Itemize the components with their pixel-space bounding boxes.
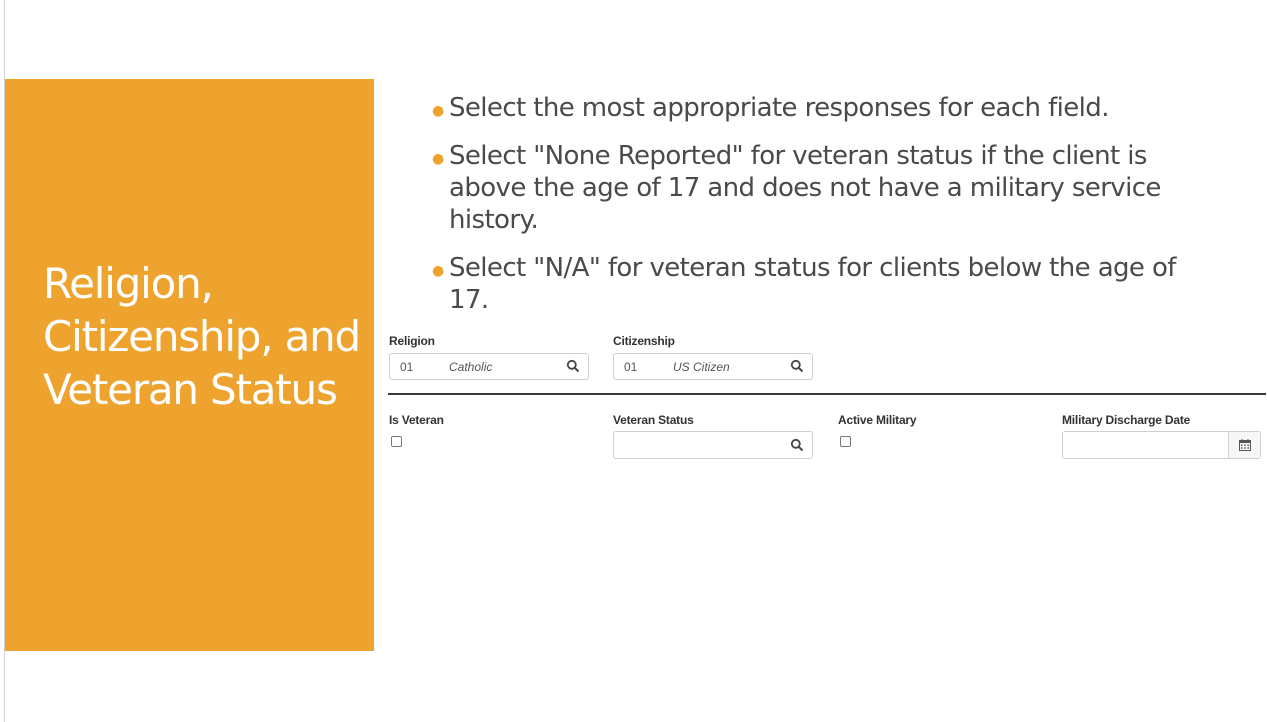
bullet-text: Select "N/A" for veteran status for clients below the age of 17. [449, 253, 1176, 315]
date-picker-button[interactable] [1228, 432, 1260, 458]
bullet-text: Select "None Reported" for veteran status if the client is above the age of 17 and does not have a military service history. [449, 141, 1161, 235]
bullet-item [430, 252, 1190, 316]
bullet-text: Select the most appropriate responses for each field. [449, 93, 1109, 123]
citizenship-lookup-field[interactable] [613, 353, 813, 380]
veteran-status-label: Veteran Status [613, 413, 694, 427]
bullet-item [430, 140, 1190, 236]
bullet-list [430, 92, 1190, 332]
is-veteran-checkbox[interactable] [391, 436, 402, 447]
military-discharge-date-label: Military Discharge Date [1062, 413, 1191, 427]
bullet-item [430, 92, 1190, 124]
military-discharge-date-input[interactable] [1062, 431, 1261, 459]
search-icon[interactable] [790, 359, 804, 373]
bullet-dot-icon: ● [432, 263, 444, 279]
active-military-label: Active Military [838, 413, 917, 427]
section-divider [388, 393, 1266, 395]
citizenship-value: US Citizen [673, 360, 730, 374]
citizenship-code: 01 [624, 360, 638, 374]
bullet-dot-icon: ● [432, 151, 444, 167]
religion-value: Catholic [449, 360, 493, 374]
slide-title: Religion, Citizenship, and Veteran Status [43, 259, 360, 414]
religion-lookup-field[interactable] [389, 353, 589, 380]
veteran-status-lookup-field[interactable] [613, 431, 813, 459]
bullet-dot-icon: ● [432, 103, 444, 119]
citizenship-label: Citizenship [613, 334, 675, 348]
search-icon[interactable] [566, 359, 580, 373]
calendar-icon [1239, 439, 1251, 451]
active-military-checkbox[interactable] [840, 436, 851, 447]
search-icon[interactable] [790, 438, 804, 452]
religion-code: 01 [400, 360, 414, 374]
is-veteran-label: Is Veteran [389, 413, 444, 427]
religion-label: Religion [389, 334, 435, 348]
title-panel [5, 79, 374, 651]
